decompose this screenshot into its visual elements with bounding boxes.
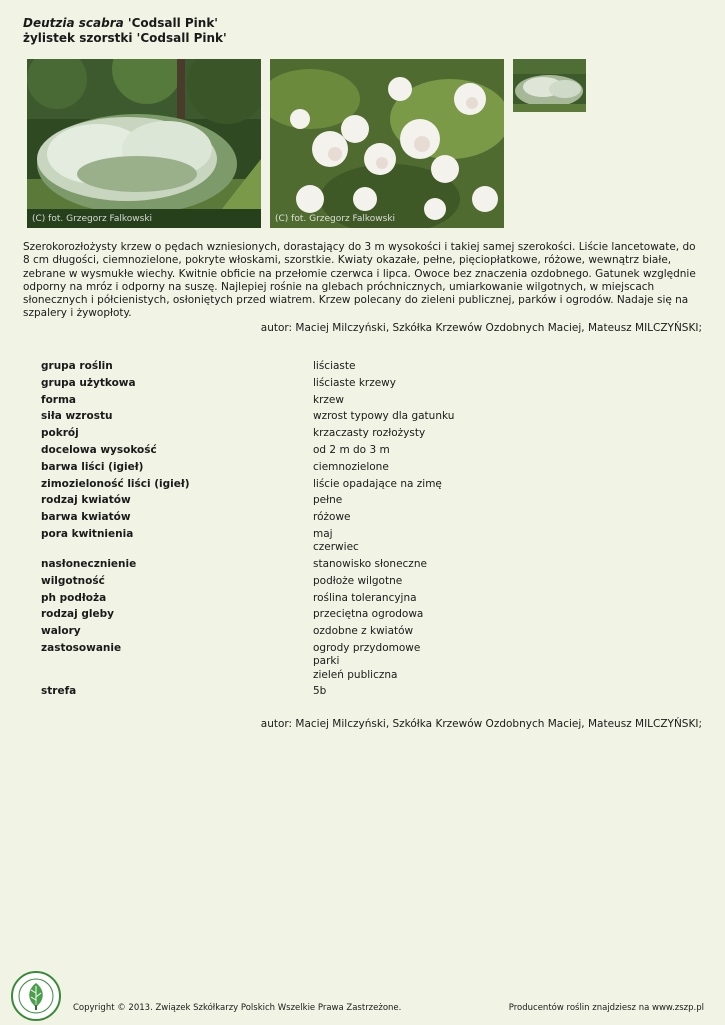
attribute-label: barwa kwiatów bbox=[41, 511, 131, 524]
author-bottom: autor: Maciej Milczyński, Szkółka Krzewów Ozdobnych Maciej, Mateusz MILCZYŃSKI; bbox=[260, 718, 702, 730]
attribute-row bbox=[41, 444, 561, 457]
footer-copyright: Copyright © 2013. Związek Szkółkarzy Polskich Wszelkie Prawa Zastrzeżone. bbox=[73, 1003, 402, 1013]
attribute-label: nasłonecznienie bbox=[41, 558, 137, 571]
attribute-value-item: stanowisko słoneczne bbox=[313, 558, 427, 571]
attribute-row bbox=[41, 528, 561, 555]
attribute-row bbox=[41, 427, 561, 440]
attribute-value bbox=[313, 558, 561, 571]
attribute-label: rodzaj gleby bbox=[41, 608, 114, 621]
attribute-value-item: pełne bbox=[313, 494, 343, 507]
attribute-label: zastosowanie bbox=[41, 642, 122, 655]
attribute-value bbox=[313, 427, 561, 440]
attribute-row bbox=[41, 558, 561, 571]
photo-2-caption: (C) fot. Grzegorz Falkowski bbox=[275, 214, 396, 224]
attribute-value-item: maj bbox=[313, 527, 333, 540]
attribute-value bbox=[313, 528, 561, 555]
attribute-value-item: liściaste bbox=[313, 360, 356, 372]
attribute-row bbox=[41, 575, 561, 588]
attribute-row bbox=[41, 410, 561, 423]
attribute-row bbox=[41, 685, 561, 698]
attribute-row bbox=[41, 494, 561, 507]
plant-photo-1[interactable] bbox=[27, 59, 261, 228]
attribute-value bbox=[313, 478, 561, 491]
attribute-value-item: wzrost typowy dla gatunku bbox=[313, 410, 455, 423]
attribute-value-item: parki bbox=[313, 655, 340, 668]
attribute-label: barwa liści (igieł) bbox=[41, 460, 144, 473]
attribute-label: ph podłoża bbox=[41, 591, 107, 604]
attribute-value bbox=[313, 494, 561, 507]
plant-title bbox=[23, 16, 227, 46]
attribute-value bbox=[313, 575, 561, 588]
attribute-value-item: roślina tolerancyjna bbox=[313, 591, 417, 604]
plant-description: Szerokorozłożysty krzew o pędach wzniesionych, dorastający do 3 m wysokości i takiej samej szerokości. Liście lancetowate, do 8 cm długości, ciemnozielone, pokryte włoskami, szorstkie. Kwiaty okazałe, pełne, pięciopłatkowe, różowe, wewnątrz białe, zebrane w wysmukłe wiechy. Kwitnie obficie na przełomie czerwca i lipca. Owoce bez znaczenia ozdobnego. Gatunek względnie odporny na mróz i odporny na suszę. Najlepiej rośnie na glebach próchnicznych, umiarkowanie wilgotnych, w miejscach słonecznych i półcienistych, osłoniętych przed wiatrem. Krzew polecany do zieleni publicznej, parków i ogrodów. Nadaje się na szpalery i żywopłoty. bbox=[23, 241, 696, 320]
attribute-value-item: 5b bbox=[313, 685, 327, 698]
attribute-value-item: czerwiec bbox=[313, 541, 359, 554]
attribute-label: forma bbox=[41, 393, 76, 406]
attribute-label: walory bbox=[41, 625, 81, 638]
attribute-value bbox=[313, 625, 561, 638]
attribute-value-item: przeciętna ogrodowa bbox=[313, 608, 424, 621]
attribute-value-item: zieleń publiczna bbox=[313, 668, 398, 681]
attribute-row bbox=[41, 394, 561, 407]
attribute-value-item: ciemnozielone bbox=[313, 460, 389, 473]
footer-producers-link[interactable]: Producentów roślin znajdziesz na www.zszp.pl bbox=[508, 1003, 704, 1013]
attribute-value bbox=[313, 394, 561, 407]
attribute-row bbox=[41, 461, 561, 474]
attribute-value bbox=[313, 461, 561, 474]
attribute-value bbox=[313, 685, 561, 698]
attribute-value bbox=[313, 360, 561, 373]
attribute-value bbox=[313, 377, 561, 390]
plant-polish-name: żylistek szorstki 'Codsall Pink' bbox=[23, 31, 227, 45]
attribute-value-item: ozdobne z kwiatów bbox=[313, 625, 414, 638]
attribute-row bbox=[41, 377, 561, 390]
attribute-label: zimozieloność liści (igieł) bbox=[41, 477, 190, 490]
attribute-value-item: liście opadające na zimę bbox=[313, 477, 442, 490]
attribute-value bbox=[313, 444, 561, 457]
attribute-label: docelowa wysokość bbox=[41, 443, 157, 456]
attribute-value bbox=[313, 410, 561, 423]
photo-1-caption: (C) fot. Grzegorz Falkowski bbox=[32, 214, 153, 224]
attribute-value bbox=[313, 511, 561, 524]
attribute-row bbox=[41, 642, 561, 682]
attribute-row bbox=[41, 360, 561, 373]
attribute-label: rodzaj kwiatów bbox=[41, 494, 131, 507]
author-top: autor: Maciej Milczyński, Szkółka Krzewów Ozdobnych Maciej, Mateusz MILCZYŃSKI; bbox=[260, 322, 702, 334]
attribute-value-item: krzaczasty rozłożysty bbox=[313, 427, 426, 440]
attribute-label: pokrój bbox=[41, 427, 79, 440]
attribute-label: wilgotność bbox=[41, 574, 105, 587]
attribute-value-item: ogrody przydomowe bbox=[313, 642, 421, 655]
attribute-row bbox=[41, 478, 561, 491]
plant-latin-name: Deutzia scabra 'Codsall Pink' bbox=[23, 16, 218, 30]
attribute-label: siła wzrostu bbox=[41, 410, 113, 423]
attribute-row bbox=[41, 608, 561, 621]
attribute-label: pora kwitnienia bbox=[41, 527, 134, 540]
attribute-label: grupa użytkowa bbox=[41, 376, 136, 389]
attribute-value-item: podłoże wilgotne bbox=[313, 574, 403, 587]
attribute-value-item: liściaste krzewy bbox=[313, 376, 396, 389]
plant-photo-2[interactable] bbox=[270, 59, 504, 228]
attribute-row bbox=[41, 511, 561, 524]
attributes-table bbox=[41, 360, 561, 702]
attribute-value-item: od 2 m do 3 m bbox=[313, 443, 390, 456]
attribute-value-item: różowe bbox=[313, 511, 351, 524]
attribute-value bbox=[313, 608, 561, 621]
attribute-value bbox=[313, 642, 561, 682]
attribute-label: strefa bbox=[41, 685, 77, 698]
attribute-row bbox=[41, 592, 561, 605]
attribute-value bbox=[313, 592, 561, 605]
attribute-label: grupa roślin bbox=[41, 360, 113, 372]
attribute-value-item: krzew bbox=[313, 393, 344, 406]
attribute-row bbox=[41, 625, 561, 638]
zszp-logo-icon[interactable] bbox=[11, 971, 61, 1025]
plant-photo-3-thumbnail[interactable] bbox=[513, 59, 586, 112]
